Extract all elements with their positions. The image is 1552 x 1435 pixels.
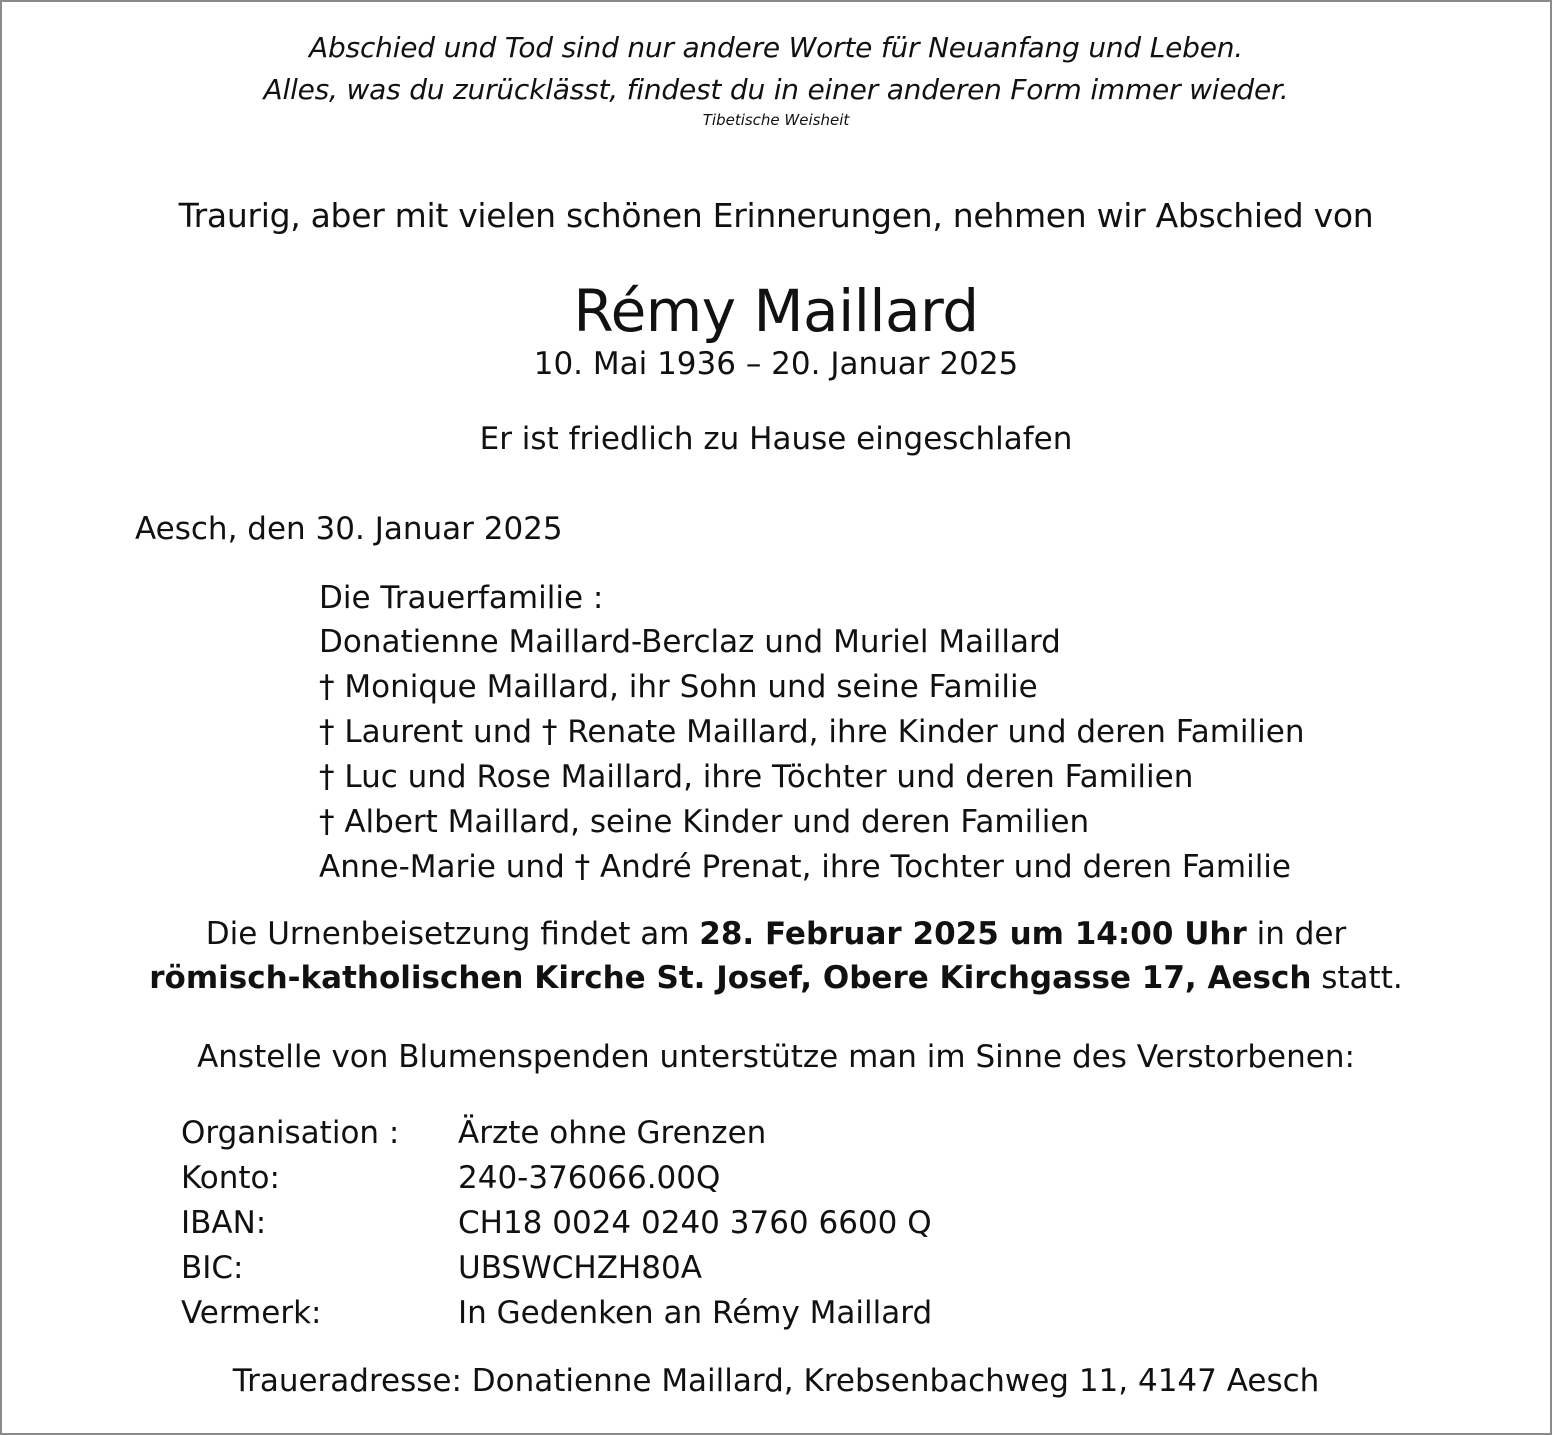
bank-label-konto: Konto: [181, 1160, 280, 1196]
ceremony-text-2: in der [1256, 916, 1347, 952]
life-dates: 10. Mai 1936 – 20. Januar 2025 [533, 346, 1019, 382]
family-member: † Albert Maillard, seine Kinder und deren Familien [319, 804, 1090, 840]
place-date: Aesch, den 30. Januar 2025 [135, 511, 563, 547]
quote-line-1: Abschied und Tod sind nur andere Worte für Neuanfang und Leben. [309, 31, 1243, 64]
donation-intro: Anstelle von Blumenspenden unterstütze man im Sinne des Verstorbenen: [197, 1039, 1355, 1075]
passing-note: Er ist friedlich zu Hause eingeschlafen [479, 421, 1073, 457]
deceased-name: Rémy Maillard [573, 277, 979, 345]
ceremony-text-1: Die Urnenbeisetzung findet am [205, 916, 690, 952]
bank-label-organisation: Organisation : [181, 1115, 400, 1151]
bank-label-vermerk: Vermerk: [181, 1295, 322, 1331]
family-heading: Die Trauerfamilie : [319, 580, 604, 616]
bank-value-iban: CH18 0024 0240 3760 6600 Q [458, 1205, 932, 1241]
bank-value-organisation: Ärzte ohne Grenzen [458, 1115, 767, 1151]
bank-value-konto: 240-376066.00Q [458, 1160, 721, 1196]
bank-value-bic: UBSWCHZH80A [458, 1250, 702, 1286]
ceremony-line-2 [0, 960, 1552, 996]
bank-label-bic: BIC: [181, 1250, 244, 1286]
ceremony-text-3: statt. [1321, 960, 1403, 996]
mourning-address: Traueradresse: Donatienne Maillard, Krebsenbachweg 11, 4147 Aesch [232, 1363, 1320, 1399]
family-member: † Laurent und † Renate Maillard, ihre Kinder und deren Familien [319, 714, 1305, 750]
family-member: † Luc und Rose Maillard, ihre Töchter und deren Familien [319, 759, 1194, 795]
ceremony-location: römisch-katholischen Kirche St. Josef, Obere Kirchgasse 17, Aesch [149, 960, 1312, 996]
ceremony-date-time: 28. Februar 2025 um 14:00 Uhr [699, 916, 1247, 952]
family-member: Donatienne Maillard-Berclaz und Muriel Maillard [319, 624, 1061, 660]
bank-value-vermerk: In Gedenken an Rémy Maillard [458, 1295, 933, 1331]
family-member: Anne-Marie und † André Prenat, ihre Tochter und deren Familie [319, 849, 1291, 885]
quote-line-2: Alles, was du zurücklässt, findest du in einer anderen Form immer wieder. [263, 73, 1289, 106]
bank-label-iban: IBAN: [181, 1205, 267, 1241]
ceremony-line-1 [0, 916, 1552, 952]
intro-text: Traurig, aber mit vielen schönen Erinnerungen, nehmen wir Abschied von [178, 196, 1374, 235]
family-member: † Monique Maillard, ihr Sohn und seine Familie [319, 669, 1038, 705]
quote-source: Tibetische Weisheit [702, 111, 850, 129]
